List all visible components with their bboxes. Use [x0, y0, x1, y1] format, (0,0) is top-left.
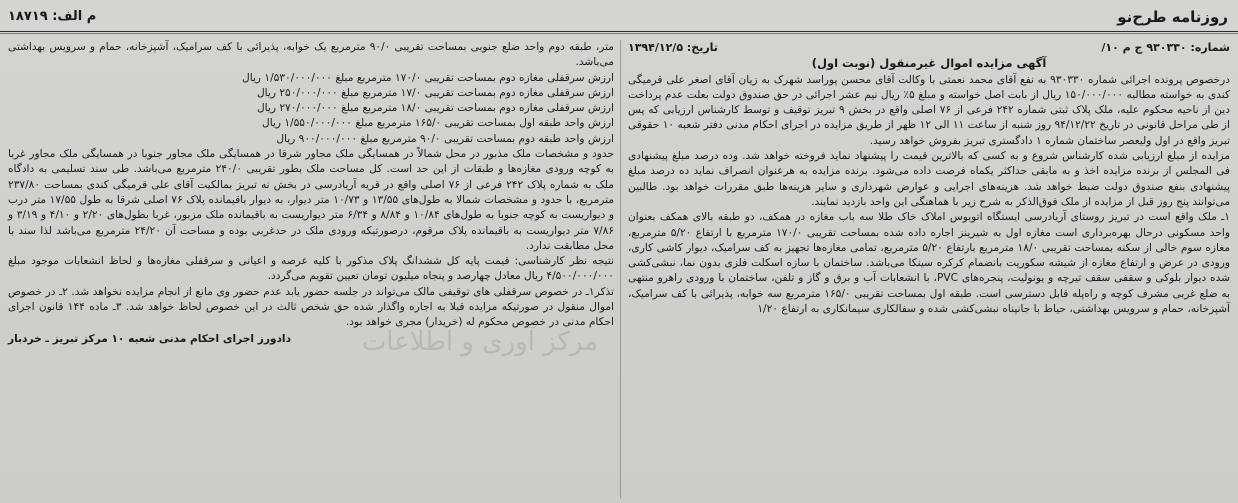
notice-date: تاریخ: ۱۳۹۴/۱۲/۵	[628, 41, 718, 54]
notes: تذکر۱ـ در خصوص سرقفلی های توقیفی مالک می‌تواند در جلسه حضور یابد عدم حضور وی مانع از انجام مزایده نخواهد شد. ۲ـ در خصوص اموال منقول در صورتیکه مزایده قبلا به اجاره واگذار شده حق شخص ثالث در این خصوص لحاظ خواهد شد. ۳ـ ماده ۱۴۴ قانون اجرای احکام مدنی در خصوص محکوم له (خریدار) مجری خواهد بود.	[8, 285, 614, 329]
case-number: شماره: ۹۳۰۳۳۰ ج م ۱۰/	[1101, 41, 1230, 54]
left-column	[6, 40, 618, 498]
issue-number: م الف: ۱۸۷۱۹	[8, 9, 97, 24]
right-column	[624, 40, 1232, 498]
column-divider	[620, 40, 621, 498]
property-description-cont: متر، طبقه دوم واحد ضلع جنوبی بمساحت تقریبی ۹۰/۰ مترمربع یک خوابه، پذیرائی با کف سرامیک، آشپزخانه، حمام و سرویس بهداشتی می‌باشد.	[8, 41, 614, 69]
price-line: ارزش واحد طبقه اول بمساحت تقریبی ۱۶۵/۰ مترمربع مبلغ ۱/۵۵۰/۰۰۰/۰۰۰ ریال	[262, 117, 614, 130]
property-description: ۱ـ ملک واقع است در تبریز روستای آریادرسی ایستگاه اتوبوس املاک خاک طلا سه باب مغازه در همکف، دو طبقه بالای همکف بعنوان واحد مسکونی درحال بهره‌برداری است مغازه اول به شیرینز اجاره داده شده بمساحت تقریبی ۱۷۰/۰ مترمربع با ارتفاع ۵/۲۰ مترمربع، مغازه سوم خالی از سکنه بمساحت تقریبی ۱۸/۰ مترمربع بارتفاع ۵/۲۰ مترمربع، تمامی مغازه‌ها تجهیز به کف سرامیک، دیوار کاشی کاری، ورودی در عرض و ارتفاع مغازه از شیشه سکوریت بانضمام کرکره سینکا می‌باشد. ساختمان با سازه اسکلت فلزی بدون نما، نبشی‌کشی شده دیوار بلوکی و سقفی سقف تیرچه و یونولیت، پنجره‌های PVC، با انشعابات آب و برق و گاز و تلفن، ساختمان با ورودی راهرو منتهی به ضلع غربی مشرف کوچه و راه‌پله قابل دسترسی است. طبقه اول بمساحت تقریبی ۱۶۵/۰ مترمربع سه خوابه، پذیرائی با کف سرامیک، آشپزخانه، حمام و سرویس بهداشتی، حیاط با جانپناه نبشی‌کشی شده و سفالکاری سیمانکاری به ارتفاع ۱/۲۰	[628, 211, 1231, 316]
property-boundaries: حدود و مشخصات ملک مذبور در محل شمالاً در همسایگی ملک مجاور شرقا در همسایگی ملک مجاور جنوبا در همسایگی ملک مجاور غربا به کوچه ورودی مغازه‌ها و طبقات از این حد است. کل مساحت ملک بطور تقریبی ۲۴۰/۰ مترمربع می‌باشد. طی سند تسلیمی به دادگاه ملک به شماره پلاک ۲۴۲ فرعی از ۷۶ اصلی واقع در قریه آریادرسی در بخش نه تبریز بمالکیت آقای علی قرمیگی کندی بمساحت ۲۳۷/۸۰ مترمربع، با حدود و مشخصات شمالا به طول‌های ۱۳/۵۵ و ۱۰/۷۳ متر دیوار، به دیوار باقیمانده پلاک ۷۶ اصلی شرقا به طول ۱۷/۵۵ متر درب و دیواریست به کوچه جنوبا به طول‌های ۱۰/۸۴ و ۸/۸۴ و ۶/۳۴ متر دیواریست به باقیمانده ملک مزبور، غربا بطول‌های ۲/۲۰ و ۴/۱۰ و ۳/۱۹ و ۷/۸۶ متر دیواریست به باقیمانده پلاک مرقوم، درصورتیکه ورودی ملک در حدغربی بوده و مساحت آن ۲۴/۲۰ مترمربع می‌باشد لذا سند با محل مطابقت ندارد.	[8, 148, 615, 252]
signature: دادورز اجرای احکام مدنی شعبه ۱۰ مرکز تبریز ـ خردبار	[8, 332, 292, 345]
price-line: ارزش سرقفلی مغازه دوم بمساحت تقریبی ۱۷/۰ مترمربع مبلغ ۲۵۰/۰۰۰/۰۰۰ ریال	[256, 86, 614, 99]
watermark-text: مرکز آوری و اطلاعات	[361, 327, 599, 357]
price-line: ارزش سرقفلی مغازه دوم بمساحت تقریبی ۱۸/۰ مترمربع مبلغ ۲۷۰/۰۰۰/۰۰۰ ریال	[256, 102, 614, 115]
newspaper-name: روزنامه طرح‌نو	[1117, 7, 1228, 26]
price-line: ارزش سرقفلی مغازه دوم بمساحت تقریبی ۱۷۰/۰ مترمربع مبلغ ۱/۵۳۰/۰۰۰/۰۰۰ ریال	[242, 71, 614, 84]
notice-paragraph-2: مزایده از مبلغ ارزیابی شده کارشناس شروع و به کسی که بالاترین قیمت را پیشنهاد نماید فروخته خواهد شد. وده درصد مبلغ پیشنهادی فی المجلس از برنده مزایده اخذ و به مابقی حداکثر یکماه فرصت داده می‌شود. برنده مزایده به هرعنوان انصراف نماید ده درصد مبلغ پیشنهادی بنفع صندوق دولت ضبط خواهد شد. هزینه‌های اجرایی و عوارض شهرداری و سایر هزینه‌ها طبق مقررات خواهد بود. طالبین می‌توانند پنج روز قبل از مزایده از ملک فوق‌الذکر به شرح زیر با هماهنگی این واحد بازدید نمایند.	[628, 150, 1230, 208]
notice-title: آگهی مزایده اموال غیرمنقول (نوبت اول)	[811, 56, 1047, 71]
notice-paragraph-1: درخصوص پرونده اجرائی شماره ۹۳۰۳۳۰ به نفع آقای محمد نعمتی با وکالت آقای محسن پوراسد شهرک به زیان آقای اصغر علی قرمیگی کندی به خواسته مطالبه ۱۵۰/۰۰۰/۰۰۰ ریال از بابت اصل خواسته و مبلغ ۵٪ ریال نیم عشر اجرائی در حق صندوق دولت بعلت عدم پرداخت دین از ناحیه محکوم علیه، ملک پلاک ثبتی شماره ۲۴۲ فرعی از ۷۶ اصلی واقع در بخش ۹ تبریز توقیف و توسط کارشناس ارزیابی که پس از طی مراحل قانونی در تاریخ ۹۴/۱۲/۲۲ روز شنبه از ساعت ۱۱ الی ۱۲ ظهر از طریق مزایده در اجرای احکام مدنی دفتر شعبه ۱۰ حقوقی تبریز واقع در اول ولیعصر ساختمان شماره ۱ دادگستری تبریز بفروش خواهد رسید.	[628, 73, 1231, 147]
price-line: ارزش واحد طبقه دوم بمساحت تقریبی ۹۰/۰ مترمربع مبلغ ۹۰۰/۰۰۰/۰۰۰ ریال	[276, 132, 614, 145]
page-header	[0, 0, 1238, 34]
header-rule	[0, 31, 1238, 32]
expert-opinion: نتیجه نظر کارشناسی: قیمت پایه کل ششدانگ پلاک مذکور با کلیه عرصه و اعیانی و سرقفلی مغازه‌ها و لحاظ انشعابات موجود مبلغ ۴/۵۰۰/۰۰۰/۰۰۰ ریال معادل چهارصد و پنجاه میلیون تومان تعیین تقویم می‌گردد.	[8, 255, 614, 283]
notice-meta	[628, 40, 1230, 55]
